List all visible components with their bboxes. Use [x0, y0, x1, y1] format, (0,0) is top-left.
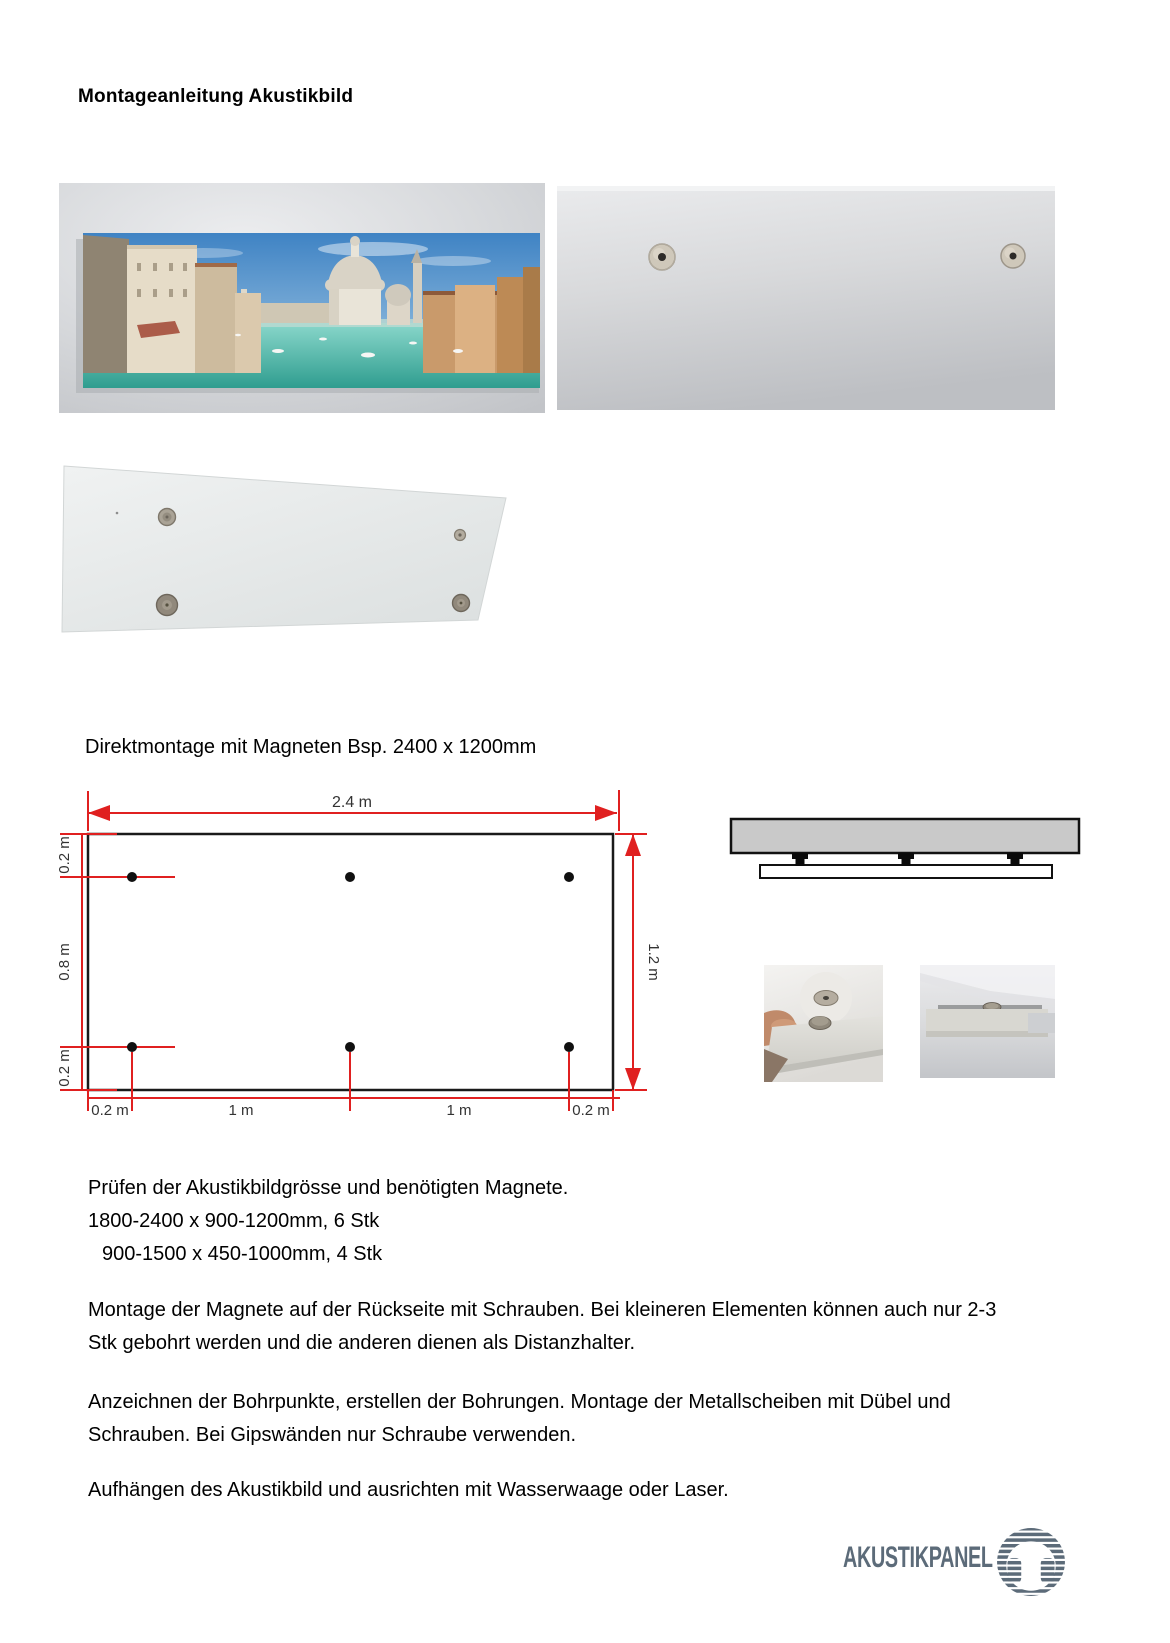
pruefen-line-1: Prüfen der Akustikbildgrösse und benötigten Magnete.	[88, 1177, 569, 1199]
dimension-height	[615, 834, 662, 1090]
magnet-on-panel	[809, 1016, 831, 1029]
back-magnet-bottom-right	[453, 595, 470, 612]
paragraph-montage: Montage der Magnete auf der Rückseite mit Schrauben. Bei kleineren Elementen können auch nur 2-3 Stk gebohrt werden und die anderen dienen als Distanzhalter.	[88, 1299, 997, 1354]
logo-text: AKUSTIKPANEL	[843, 1541, 993, 1574]
washer-on-wall	[814, 991, 838, 1006]
side-view-wall-strip	[760, 865, 1052, 878]
dimension-width	[88, 790, 619, 831]
side-view-panel	[731, 819, 1079, 853]
dimension-width-label: 2.4 m	[331, 794, 373, 811]
wall-washer-left	[649, 244, 675, 270]
dimension-left-middle-label: 0.8 m	[56, 943, 73, 981]
panel-back-surface	[62, 466, 506, 632]
dimension-left-top-label: 0.2 m	[56, 836, 73, 874]
wall-washer-right	[1001, 244, 1025, 268]
drilling-layout-diagram	[55, 755, 680, 1125]
back-magnet-top-left	[159, 509, 176, 526]
paragraph-pruefen	[88, 1172, 1028, 1271]
section-heading-direktmontage: Direktmontage mit Magneten Bsp. 2400 x 1200mm	[85, 736, 537, 758]
pruefen-line-2: 1800-2400 x 900-1200mm, 6 Stk	[88, 1210, 380, 1232]
photo-akustikbild-wall	[59, 183, 545, 413]
dimension-bottom-label-4: 0.2 m	[572, 1102, 610, 1119]
paragraph-anzeichnen: Anzeichnen der Bohrpunkte, erstellen der Bohrungen. Montage der Metallscheiben mit Dübel und Schrauben. Bei Gipswänden nur Schraube verwenden.	[88, 1391, 951, 1446]
back-magnet-top-right	[455, 530, 466, 541]
side-view-diagram	[690, 775, 1090, 885]
photo-magnet-alignment	[764, 965, 883, 1082]
dimension-bottom-label-3: 1 m	[446, 1102, 472, 1119]
headphones-icon	[995, 1526, 1067, 1598]
page-title: Montageanleitung Akustikbild	[78, 86, 354, 107]
photo-panel-mounted-side	[920, 965, 1055, 1078]
dimension-bottom-label-1: 0.2 m	[91, 1102, 129, 1119]
dimension-height-label: 1.2 m	[645, 943, 662, 981]
dimension-left-bottom-label: 0.2 m	[56, 1049, 73, 1087]
paragraph-aufhaengen: Aufhängen des Akustikbild und ausrichten mit Wasserwaage oder Laser.	[88, 1479, 729, 1501]
photo-panel-back-magnets	[55, 435, 525, 640]
photo-wall-washers	[557, 186, 1055, 410]
venice-panel-image	[83, 233, 540, 388]
pruefen-line-3: 900-1500 x 450-1000mm, 4 Stk	[102, 1243, 383, 1265]
back-magnet-bottom-left	[157, 595, 178, 616]
dimension-bottom-label-2: 1 m	[228, 1102, 254, 1119]
